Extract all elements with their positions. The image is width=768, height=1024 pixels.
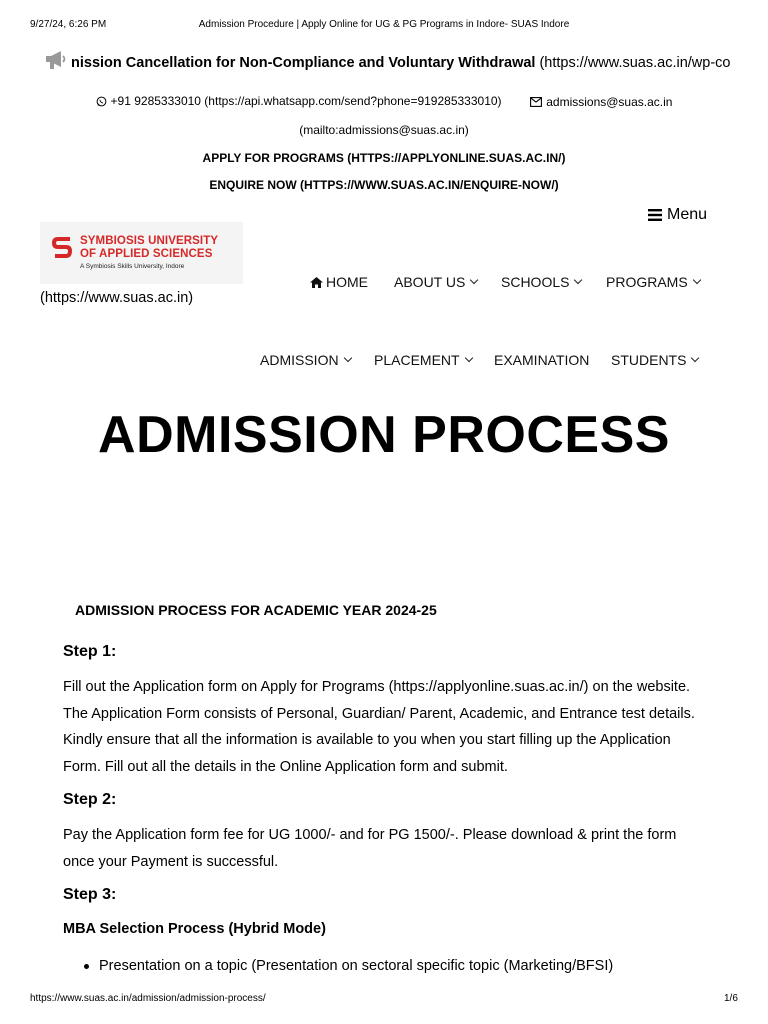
step-2-line: once your Payment is successful. [63, 853, 279, 870]
university-logo[interactable] [40, 222, 243, 284]
nav-examination-label: EXAMINATION [494, 352, 590, 368]
logo-tagline: A Symbiosis Skills University, Indore [80, 263, 185, 270]
menu-label: Menu [667, 206, 708, 223]
announcement-ticker[interactable] [44, 46, 734, 80]
step-2-text [63, 822, 723, 875]
chevron-down-icon [343, 354, 351, 362]
email-contact[interactable] [530, 95, 672, 109]
nav-admission[interactable] [260, 352, 351, 368]
whatsapp-contact[interactable] [96, 94, 502, 108]
chevron-down-icon [464, 354, 472, 362]
chevron-down-icon [692, 276, 700, 284]
step-3-heading: Step 3: [63, 886, 117, 903]
step-2-line: Pay the Application form fee for UG 1000/- and for PG 1500/-. Please download & print the form [63, 827, 677, 843]
hamburger-icon [648, 209, 662, 221]
print-footer-url: https://www.suas.ac.in/admission/admission-process/ [30, 993, 266, 1004]
email-address[interactable]: admissions@suas.ac.in [546, 94, 673, 109]
whatsapp-icon [96, 96, 107, 107]
mailto-link[interactable]: (mailto:admissions@suas.ac.in) [299, 123, 469, 137]
chevron-down-icon [691, 354, 699, 362]
nav-programs-label: PROGRAMS [606, 274, 688, 290]
step-1-heading: Step 1: [63, 643, 117, 660]
logo-line-1: SYMBIOSIS UNIVERSITY [80, 235, 219, 247]
envelope-icon [530, 97, 542, 107]
nav-home-label: HOME [326, 274, 368, 290]
nav-schools-label: SCHOOLS [501, 274, 570, 290]
nav-students-label: STUDENTS [611, 352, 687, 368]
nav-students[interactable] [611, 352, 698, 368]
page-title: ADMISSION PROCESS [98, 406, 670, 464]
nav-home[interactable] [310, 274, 368, 290]
contact-row [0, 94, 768, 110]
step-1-text [63, 674, 723, 780]
print-date: 9/27/24, 6:26 PM [30, 19, 107, 30]
menu-button[interactable] [648, 206, 707, 224]
mba-selection-heading: MBA Selection Process (Hybrid Mode) [63, 921, 326, 937]
nav-about-label: ABOUT US [394, 274, 466, 290]
home-icon [310, 277, 323, 288]
symbiosis-logo-icon [52, 236, 74, 262]
nav-schools[interactable] [501, 274, 581, 290]
print-page-number: 1/6 [724, 993, 738, 1004]
step-1-line: Fill out the Application form on Apply for Programs (https://applyonline.suas.ac.in/) on the website. [63, 679, 691, 695]
nav-examination[interactable] [494, 352, 589, 368]
step-1-line: The Application Form consists of Personal, Guardian/ Parent, Academic, and Entrance test details. [63, 705, 695, 722]
apply-for-programs-link[interactable]: APPLY FOR PROGRAMS (HTTPS://APPLYONLINE.SUAS.AC.IN/) [202, 151, 566, 165]
nav-placement[interactable] [374, 352, 472, 368]
chevron-down-icon [574, 276, 582, 284]
list-item-text: Presentation on a topic (Presentation on sectoral specific topic (Marketing/BFSI) [99, 958, 614, 974]
logo-line-2: OF APPLIED SCIENCES [80, 248, 213, 260]
logo-home-link[interactable]: (https://www.suas.ac.in) [40, 290, 194, 306]
announcement-link[interactable]: (https://www.suas.ac.in/wp-co [535, 55, 731, 71]
phone-number[interactable]: +91 9285333010 (https://api.whatsapp.com/send?phone=919285333010) [110, 94, 502, 108]
step-1-line: Form. Fill out all the details in the Online Application form and submit. [63, 758, 508, 775]
print-page-title: Admission Procedure | Apply Online for UG & PG Programs in Indore- SUAS Indore [198, 19, 570, 30]
nav-placement-label: PLACEMENT [374, 352, 460, 368]
nav-programs[interactable] [606, 274, 700, 290]
enquire-now-link[interactable]: ENQUIRE NOW (HTTPS://WWW.SUAS.AC.IN/ENQUIRE-NOW/) [209, 178, 559, 192]
nav-admission-label: ADMISSION [260, 352, 339, 368]
list-item [84, 958, 613, 974]
announcement-title[interactable]: nission Cancellation for Non-Compliance and Voluntary Withdrawal [71, 55, 536, 71]
academic-year-heading: ADMISSION PROCESS FOR ACADEMIC YEAR 2024-25 [75, 602, 437, 618]
megaphone-icon [44, 48, 70, 70]
nav-about-us[interactable] [394, 274, 477, 290]
bullet-icon [84, 964, 89, 969]
step-1-line: Kindly ensure that all the information is available to you when you start filling up the Application [63, 732, 671, 748]
chevron-down-icon [470, 276, 478, 284]
step-2-heading: Step 2: [63, 791, 117, 808]
